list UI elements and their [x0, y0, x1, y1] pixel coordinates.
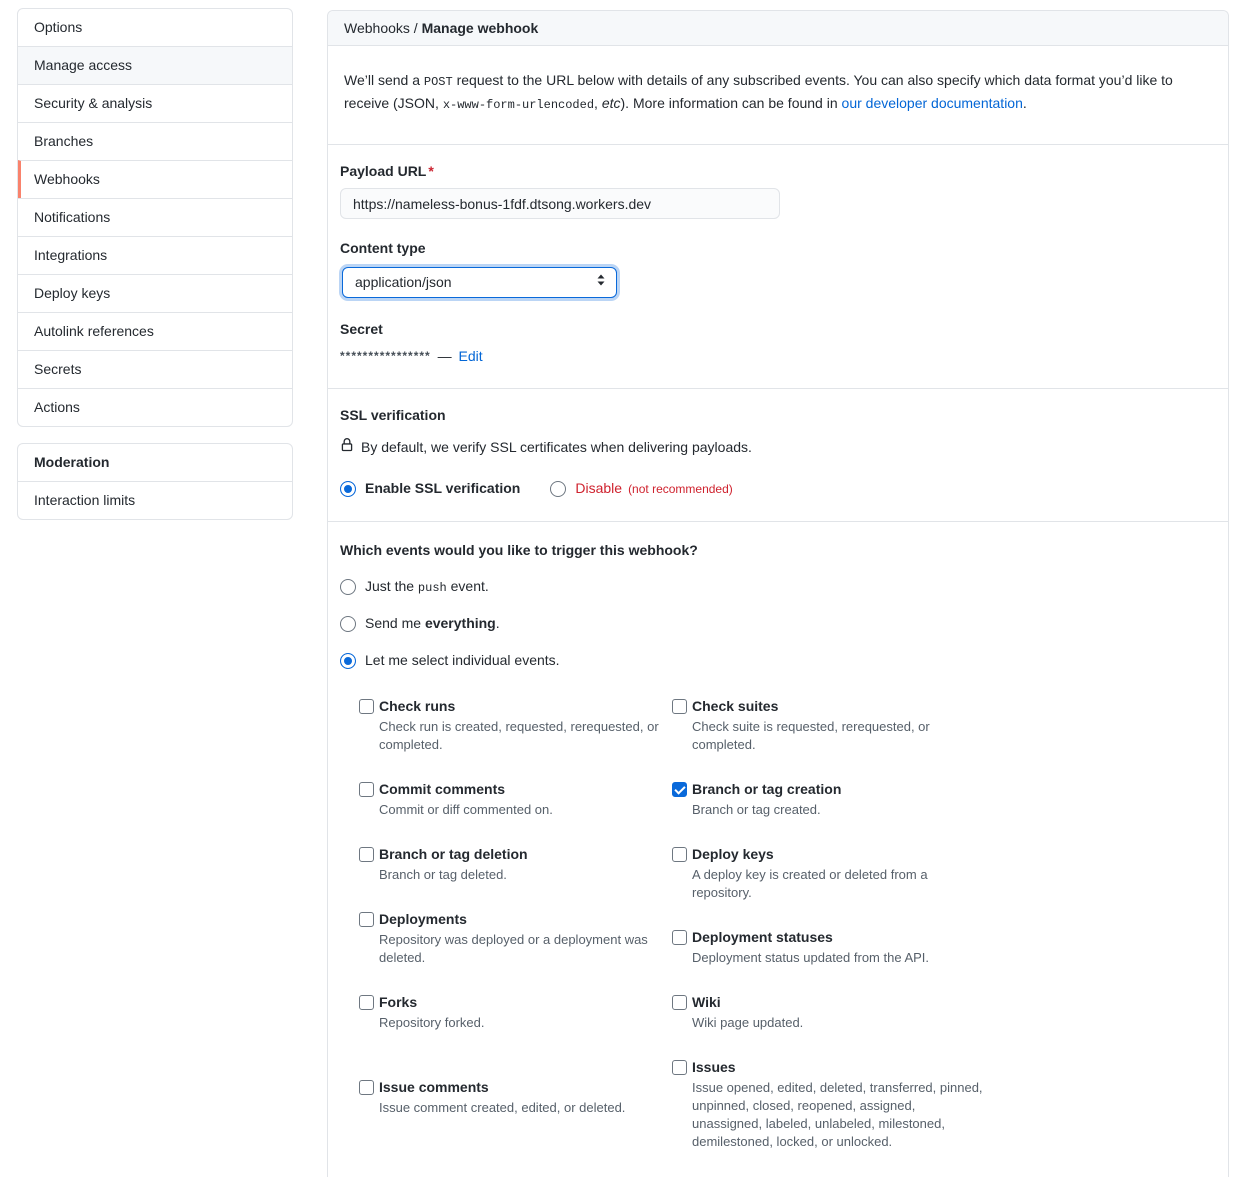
webhook-settings-panel: [327, 10, 1229, 1177]
event-option-individual[interactable]: [340, 650, 1216, 671]
content-type-select[interactable]: [342, 267, 617, 298]
deploy-keys-checkbox[interactable]: [672, 847, 687, 862]
intro-text: ). More information can be found in: [620, 95, 842, 111]
deployments-desc: Repository was deployed or a deployment was deleted.: [379, 932, 648, 965]
check-runs-desc: Check run is created, requested, rerequested, or completed.: [379, 719, 659, 752]
wiki-label[interactable]: Wiki: [692, 994, 721, 1010]
issues-label[interactable]: Issues: [692, 1059, 736, 1075]
sidebar-item-interaction-limits[interactable]: Interaction limits: [18, 481, 292, 519]
breadcrumb-separator: /: [409, 20, 422, 36]
event-check-runs: [359, 697, 672, 754]
branch-tag-deletion-desc: Branch or tag deleted.: [379, 867, 507, 882]
ssl-disable-note: (not recommended): [628, 481, 733, 496]
breadcrumb-current: Manage webhook: [421, 20, 539, 36]
event-deploy-keys: [672, 845, 985, 902]
ssl-enable-option[interactable]: [340, 478, 520, 499]
ssl-disable-label: Disable: [575, 480, 623, 496]
ssl-radio-group: [340, 478, 1216, 499]
option-text: event.: [446, 578, 489, 594]
option-text: Send me: [365, 615, 425, 631]
sidebar-item-autolink-references[interactable]: Autolink references: [18, 312, 292, 350]
event-deployment-statuses: [672, 928, 985, 967]
intro-code-post: POST: [423, 75, 453, 89]
intro-text: We’ll send a: [344, 72, 424, 88]
forks-label[interactable]: Forks: [379, 994, 418, 1010]
check-suites-label[interactable]: Check suites: [692, 698, 779, 714]
sidebar-moderation-header: Moderation: [34, 454, 110, 470]
event-column-left: [359, 697, 672, 1177]
event-push-radio[interactable]: [340, 579, 356, 595]
sidebar-item-security-analysis[interactable]: Security & analysis: [18, 84, 292, 122]
content-type-selected-value: application/json: [355, 274, 452, 290]
everything-bold: everything: [424, 615, 496, 631]
branch-tag-deletion-label[interactable]: Branch or tag deletion: [379, 846, 528, 862]
event-issues: [672, 1058, 985, 1151]
issue-comments-label[interactable]: Issue comments: [379, 1079, 489, 1095]
events-question: Which events would you like to trigger this webhook?: [340, 542, 698, 558]
payload-url-input[interactable]: [340, 188, 780, 219]
event-issue-comments: [359, 1078, 672, 1117]
check-suites-checkbox[interactable]: [672, 699, 687, 714]
event-checkbox-grid: [359, 697, 1216, 1177]
check-runs-checkbox[interactable]: [359, 699, 374, 714]
events-section: [328, 521, 1228, 1177]
ssl-note-row: [340, 437, 1216, 458]
breadcrumb: [328, 11, 1228, 46]
ssl-enable-radio[interactable]: [340, 481, 356, 497]
event-commit-comments: [359, 780, 672, 819]
deploy-keys-desc: A deploy key is created or deleted from a repository.: [692, 867, 928, 900]
ssl-enable-label: Enable SSL verification: [365, 480, 521, 496]
option-text: .: [495, 615, 500, 631]
sidebar-item-secrets[interactable]: Secrets: [18, 350, 292, 388]
option-text: Just the: [365, 578, 418, 594]
developer-documentation-link[interactable]: our developer documentation: [841, 95, 1023, 111]
branch-tag-creation-checkbox[interactable]: [672, 782, 687, 797]
secret-masked-value: ****************: [340, 349, 431, 363]
deployment-statuses-desc: Deployment status updated from the API.: [692, 950, 930, 965]
issues-desc: Issue opened, edited, deleted, transferred, pinned, unpinned, closed, reopened, assigned, unassigned, labeled, unlabeled, milestoned, demilestoned, locked, or unlocked.: [692, 1080, 983, 1149]
check-suites-desc: Check suite is requested, rerequested, or completed.: [692, 719, 930, 752]
event-option-push[interactable]: [340, 576, 1216, 597]
sidebar-section-main: [17, 8, 293, 427]
event-check-suites: [672, 697, 985, 754]
secret-edit-link[interactable]: Edit: [458, 348, 483, 364]
ssl-verification-title: SSL verification: [340, 407, 446, 423]
event-everything-label: [365, 613, 500, 634]
event-option-everything[interactable]: [340, 613, 1216, 634]
issue-comments-desc: Issue comment created, edited, or deleted.: [379, 1100, 626, 1115]
ssl-verification-section: [328, 388, 1228, 521]
ssl-disable-option[interactable]: [550, 478, 732, 499]
event-push-label: [365, 576, 489, 597]
event-branch-tag-creation: [672, 780, 985, 819]
intro-text: request to the URL below with details of any subscribed events. You can also specify which data format you’d like to receive (JSON,: [344, 72, 1173, 111]
branch-tag-creation-desc: Branch or tag created.: [692, 802, 821, 817]
ssl-disable-radio[interactable]: [550, 481, 566, 497]
push-code: push: [417, 581, 447, 595]
intro-code-urlencoded: x-www-form-urlencoded: [442, 98, 595, 112]
sidebar-item-manage-access[interactable]: Manage access: [18, 46, 292, 84]
issue-comments-checkbox[interactable]: [359, 1080, 374, 1095]
lock-icon: [340, 437, 354, 458]
sidebar-item-notifications[interactable]: Notifications: [18, 198, 292, 236]
commit-comments-checkbox[interactable]: [359, 782, 374, 797]
deployments-label[interactable]: Deployments: [379, 911, 467, 927]
secret-label: Secret: [340, 321, 383, 337]
intro-text: .: [1022, 95, 1027, 111]
content-type-label: Content type: [340, 240, 426, 256]
issues-checkbox[interactable]: [672, 1060, 687, 1075]
event-individual-radio[interactable]: [340, 653, 356, 669]
sidebar-item-webhooks[interactable]: Webhooks: [18, 160, 292, 198]
required-marker: *: [428, 163, 434, 179]
event-deployments: [359, 910, 672, 967]
sidebar-item-options[interactable]: Options: [34, 19, 83, 35]
secret-separator: —: [437, 348, 452, 364]
webhook-intro-text: [328, 60, 1228, 130]
branch-tag-deletion-checkbox[interactable]: [359, 847, 374, 862]
event-branch-tag-deletion: [359, 845, 672, 884]
breadcrumb-webhooks[interactable]: Webhooks: [344, 20, 410, 36]
sidebar-item-integrations[interactable]: Integrations: [18, 236, 292, 274]
sidebar-item-deploy-keys[interactable]: Deploy keys: [18, 274, 292, 312]
branch-tag-creation-label[interactable]: Branch or tag creation: [692, 781, 842, 797]
webhook-form-section: [328, 144, 1228, 388]
intro-text: ,: [594, 95, 602, 111]
deploy-keys-label[interactable]: Deploy keys: [692, 846, 774, 862]
check-runs-label[interactable]: Check runs: [379, 698, 456, 714]
intro-etc: etc: [601, 95, 621, 111]
deployments-checkbox[interactable]: [359, 912, 374, 927]
commit-comments-desc: Commit or diff commented on.: [379, 802, 553, 817]
sidebar-section-moderation: [17, 443, 293, 520]
wiki-desc: Wiki page updated.: [692, 1015, 804, 1030]
event-column-right: [672, 697, 985, 1177]
commit-comments-label[interactable]: Commit comments: [379, 781, 506, 797]
forks-desc: Repository forked.: [379, 1015, 485, 1030]
event-forks: [359, 993, 672, 1032]
deployment-statuses-label[interactable]: Deployment statuses: [692, 929, 833, 945]
forks-checkbox[interactable]: [359, 995, 374, 1010]
select-caret-icon: [596, 272, 606, 293]
wiki-checkbox[interactable]: [672, 995, 687, 1010]
event-everything-radio[interactable]: [340, 616, 356, 632]
sidebar-item-branches[interactable]: Branches: [18, 122, 292, 160]
event-individual-label: Let me select individual events.: [365, 652, 560, 668]
payload-url-label-text: Payload URL: [340, 163, 427, 179]
sidebar-item-actions[interactable]: Actions: [18, 388, 292, 426]
secret-value-row: [340, 346, 1216, 366]
ssl-note-text: By default, we verify SSL certificates when delivering payloads.: [361, 439, 752, 455]
settings-sidebar: [17, 8, 293, 520]
payload-url-label: [340, 161, 1216, 181]
deployment-statuses-checkbox[interactable]: [672, 930, 687, 945]
event-wiki: [672, 993, 985, 1032]
